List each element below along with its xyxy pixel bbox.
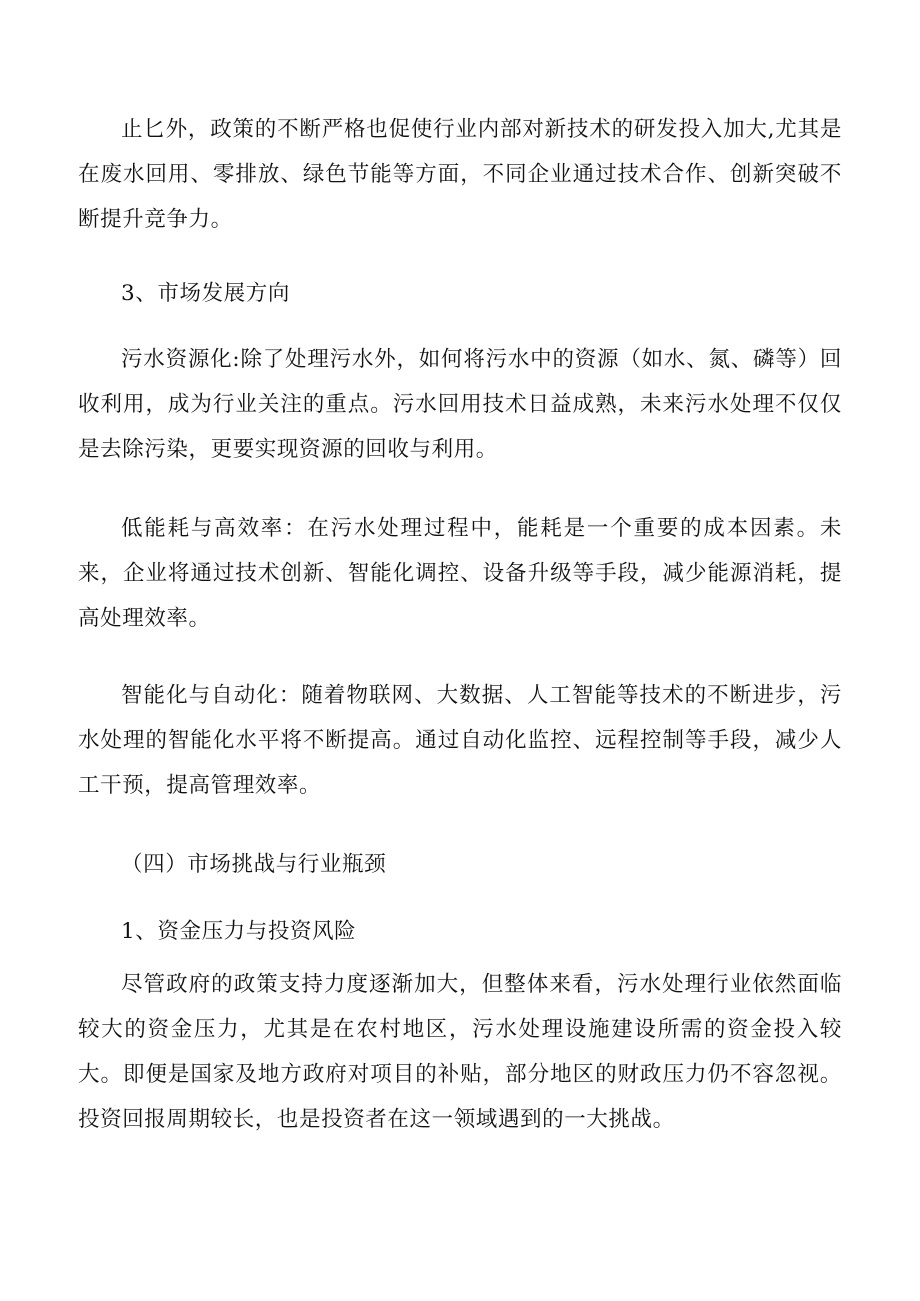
paragraph-tech-investment: 止匕外，政策的不断严格也促使行业内部对新技术的研发投入加大,尤其是在废水回用、零排放、绿色节能等方面，不同企业通过技术合作、创新突破不断提升竞争力。 bbox=[78, 117, 842, 232]
section-heading-market-direction: 3、市场发展方向 bbox=[121, 281, 290, 306]
paragraph-funding-pressure: 尽管政府的政策支持力度逐渐加大，但整体来看，污水处理行业依然面临较大的资金压力，尤其是在农村地区，污水处理设施建设所需的资金投入较大。即便是国家及地方政府对项目的补贴，部分地区的财政压力仍不容忽视。投资回报周期较长，也是投资者在这一领域遇到的一大挑战。 bbox=[78, 972, 842, 1132]
section-heading-funding-pressure: 1、资金压力与投资风险 bbox=[121, 919, 357, 944]
paragraph-low-energy: 低能耗与高效率：在污水处理过程中，能耗是一个重要的成本因素。未来，企业将通过技术创新、智能化调控、设备升级等手段，减少能源消耗，提高处理效率。 bbox=[78, 516, 842, 631]
paragraph-wastewater-resource: 污水资源化:除了处理污水外，如何将污水中的资源（如水、氮、磷等）回收利用，成为行业关注的重点。污水回用技术日益成熟，未来污水处理不仅仅是去除污染，更要实现资源的回收与利用。 bbox=[78, 347, 842, 462]
section-heading-market-challenges: （四）市场挑战与行业瓶颈 bbox=[121, 852, 387, 877]
paragraph-intelligent-automation: 智能化与自动化：随着物联网、大数据、人工智能等技术的不断进步，污水处理的智能化水平将不断提高。通过自动化监控、远程控制等手段，减少人工干预，提高管理效率。 bbox=[78, 683, 842, 798]
